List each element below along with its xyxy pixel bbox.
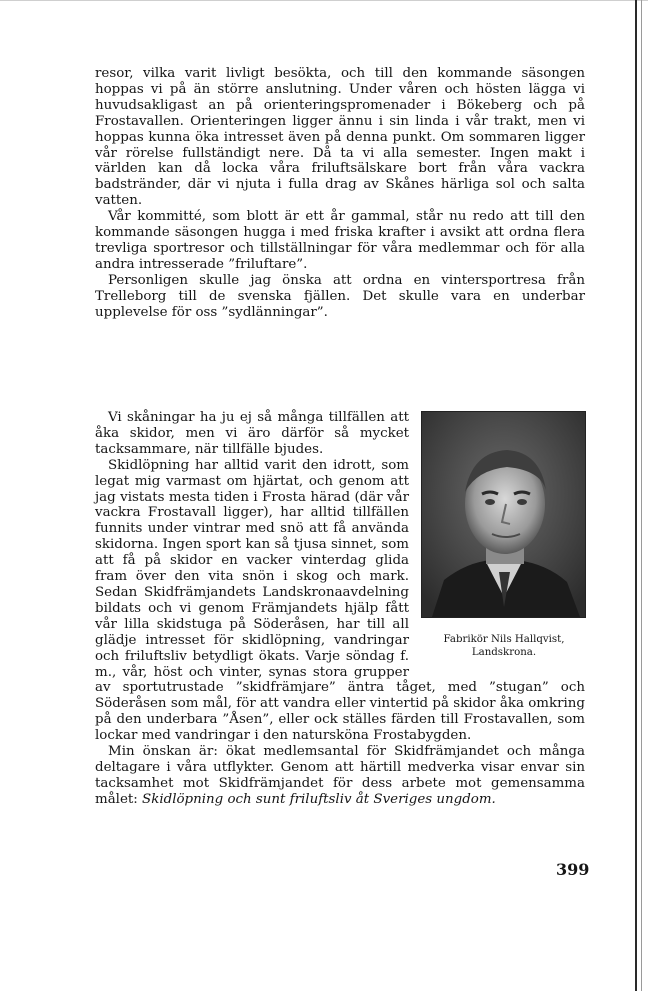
paragraph: Vår kommitté, som blott är ett år gammal, står nu redo att till den kommande säsongen hugga i med friska krafter i avsikt att ordna flera trevliga sportresor och tillställningar för våra medlemmar och för alla andra intresserade ”friluftare”. <box>95 209 585 272</box>
closing-motto: Skidlöpning och sunt friluftsliv åt Sveriges ungdom. <box>142 791 496 807</box>
paragraph: Vi skåningar ha ju ej så många tillfällen att åka skidor, men vi äro därför så mycket tacksammare, när tillfälle bjudes. <box>95 410 409 457</box>
page-right-edge-shadow <box>641 0 642 991</box>
page-top-edge <box>0 0 648 1</box>
caption-name: Fabrikör Nils Hallqvist, <box>443 634 565 645</box>
portrait-photo <box>421 411 586 618</box>
page-right-edge <box>635 0 637 991</box>
caption-place: Landskrona. <box>471 647 537 658</box>
closing-text: Min önskan är: ökat medlemsantal för Skidfrämjandet och många deltagare i våra utflykter. Genom att härtill medverka visar envar sin tacksamhet mot Skidfrämjandet för dess arbete mot gemensamma målet: <box>95 744 585 807</box>
paragraph: resor, vilka varit livligt besökta, och till den kommande säsongen hoppas vi på än större anslutning. Under våren och hösten lägga vi huvudsakligast an på orienteringspromenader i Bökeberg och på Frostavallen. Orienteringen ligger ännu i sin linda i vår trakt, men vi hoppas kunna öka intresset även på denna punkt. Om sommaren ligger vår rörelse fullständigt nere. Då ta vi alla semester. Ingen makt i världen kan då locka våra friluftsälskare bort från våra vackra badstränder, där vi njuta i fulla drag av Skånes härliga sol och salta vatten. <box>95 66 585 209</box>
page-number: 399 <box>556 860 590 879</box>
closing-paragraph <box>95 744 585 808</box>
portrait-image <box>422 412 585 617</box>
photo-caption <box>423 633 585 659</box>
paragraph: Skidlöpning har alltid varit den idrott, som legat mig varmast om hjärtat, och genom att jag vistats mesta tiden i Frosta härad (där vår vackra Frostavall ligger), har alltid tillfällen funnits under vintrar med snö att få använda skidorna. Ingen sport kan så tjusa sinnet, som att få på skidor en vacker vinterdag glida fram över den vita snön i skog och mark. Sedan Skidfrämjandets Landskronaavdelning bildats och vi genom Främjandets hjälp fått vår lilla skidstuga på Söderåsen, har till all glädje intresset för skidlöpning, vandringar och friluftsliv betydligt ökats. Varje söndag f. m., vår, höst och vinter, synas stora grupper av sportutrustade ”skidfrämjare” äntra tåget, med ”stugan” och Söderåsen som mål, för att vandra eller vintertid på skidor åka omkring på den underbara ”Åsen”, eller ock ställes färden till Frostavallen, som lockar med vandringar i den natursköna Frostabygden. <box>95 457 585 744</box>
paragraph: Personligen skulle jag önska att ordna en vintersportresa från Trelleborg till de svenska fjällen. Det skulle vara en underbar upplevelse för oss ”sydlänningar”. <box>95 272 585 320</box>
top-text-block <box>95 66 585 321</box>
